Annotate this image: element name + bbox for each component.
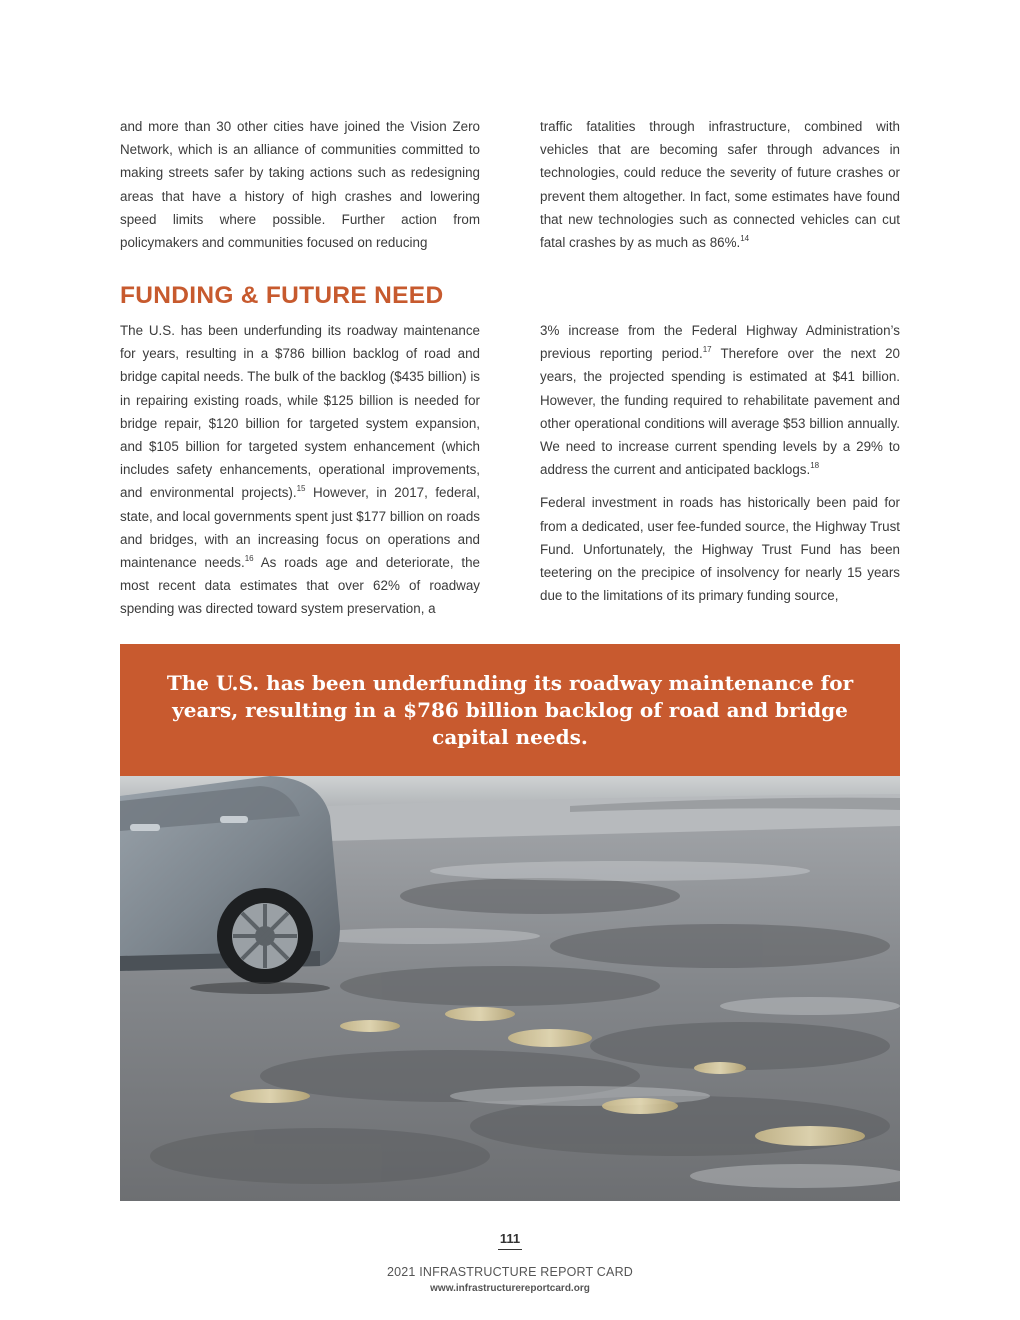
footnote-17[interactable]: 17 <box>702 345 712 355</box>
footer-title: 2021 INFRASTRUCTURE REPORT CARD <box>386 1265 634 1279</box>
section-heading: FUNDING & FUTURE NEED <box>120 282 444 309</box>
top-left-column <box>120 115 480 254</box>
pothole-road-photo <box>120 776 900 1201</box>
footnote-16[interactable]: 16 <box>244 554 254 564</box>
callout-quote: The U.S. has been underfunding its roadway maintenance for years, resulting in a $786 billion backlog of road and bridge capital needs. <box>166 670 854 749</box>
footnote-18[interactable]: 18 <box>810 461 820 471</box>
footer-url[interactable]: www.infrastructurereportcard.org <box>430 1283 590 1294</box>
top-right-column <box>540 115 900 254</box>
road-illustration <box>120 776 900 1201</box>
section-right-column <box>540 319 900 607</box>
section-right-paragraph-2: Federal investment in roads has historically been paid for from a dedicated, user fee-funded source, the Highway Trust Fund. Unfortunately, the Highway Trust Fund has been teetering on the precipice of insolvency for nearly 15 years due to the limitations of its primary funding source, <box>540 495 900 604</box>
section-right-paragraph-1: 3% increase from the Federal Highway Administration’s previous reporting period.$^{17}$ Therefore over the next 20 years, the projected spending is estimated at $41 billion. However, the funding required to rehabilitate pavement and other operational conditions will average $53 billion annually. We need to increase current spending levels by a 29% to address the current and anticipated backlogs.$^{18}$ <box>540 323 900 478</box>
callout-box <box>120 644 900 776</box>
top-left-paragraph: and more than 30 other cities have joined the Vision Zero Network, which is an alliance of communities committed to making streets safer by taking actions such as redesigning areas that have a history of high crashes and lowering speed limits where possible. Further action from policymakers and communities focused on reducing <box>120 119 480 251</box>
top-right-paragraph: traffic fatalities through infrastructure, combined with vehicles that are becoming safer through advances in technologies, could reduce the severity of future crashes or prevent them altogether. In fact, some estimates have found that new technologies such as connected vehicles can cut fatal crashes by as much as 86%.$^{14}$ <box>540 119 900 251</box>
section-left-column <box>120 319 480 621</box>
footnote-14[interactable]: 14 <box>740 234 750 244</box>
section-left-paragraph: The U.S. has been underfunding its roadway maintenance for years, resulting in a $786 billion backlog of road and bridge capital needs. The bulk of the backlog ($435 billion) is in repairing existing roads, while $125 billion is needed for bridge repair, $120 billion for targeted system expansion, and $105 billion for targeted system enhancement (which includes safety enhancements, operational improvements, and environmental projects).$^{15}$ However, in 2017, federal, state, and local governments spent just $177 billion on roads and bridges, with an increasing focus on operations and maintenance needs.$^{16}$ As roads age and deteriorate, the most recent data estimates that over 62% of roadway spending was directed toward system preservation, a <box>120 323 480 617</box>
car-shape <box>120 776 340 994</box>
page-number: 111 <box>498 1231 522 1250</box>
footnote-15[interactable]: 15 <box>296 484 306 494</box>
